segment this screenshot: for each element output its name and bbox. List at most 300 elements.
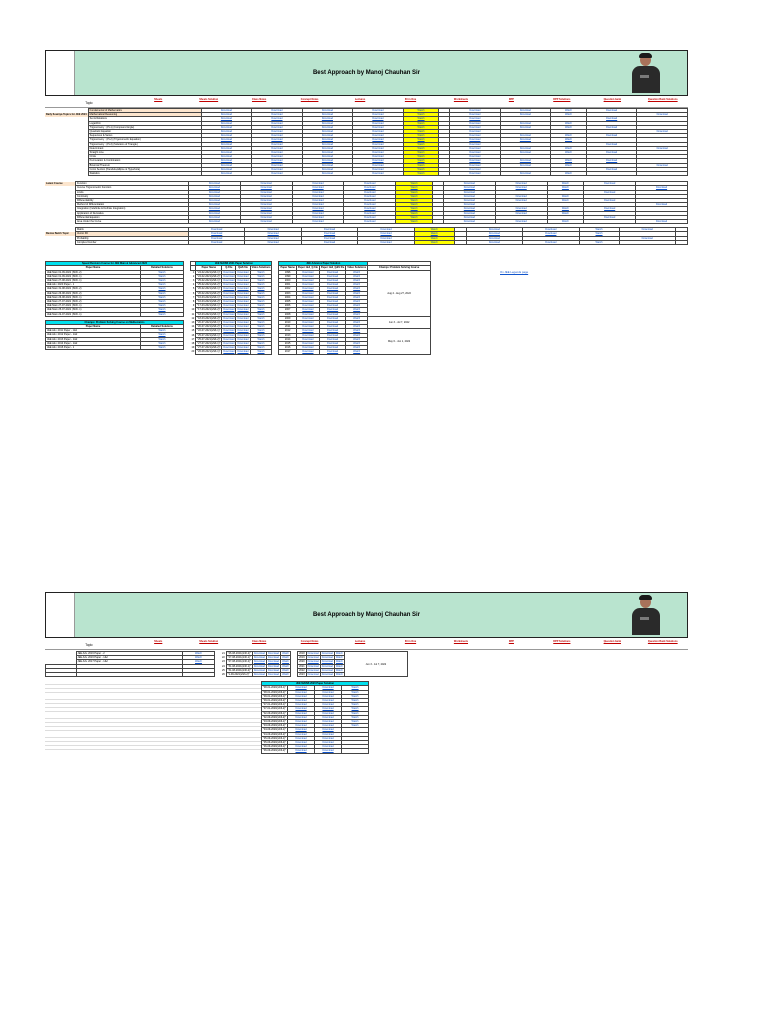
- resource-cell[interactable]: Watch: [403, 151, 439, 155]
- column-header[interactable]: Sheets: [154, 98, 163, 101]
- resource-cell[interactable]: Download: [495, 186, 547, 190]
- resource-cell[interactable]: Download: [344, 186, 396, 190]
- file-link[interactable]: Watch: [250, 295, 272, 299]
- resource-cell[interactable]: Download: [201, 142, 252, 146]
- file-link[interactable]: Watch: [346, 308, 368, 312]
- resource-cell[interactable]: Download: [302, 172, 353, 176]
- file-link[interactable]: Download: [296, 270, 319, 274]
- resource-cell[interactable]: Download: [443, 190, 495, 194]
- column-header[interactable]: DPP: [508, 98, 514, 101]
- resource-cell[interactable]: Download: [586, 125, 637, 129]
- column-header[interactable]: Concept Notes: [300, 98, 319, 101]
- resource-cell[interactable]: Download: [344, 194, 396, 198]
- resource-cell[interactable]: Download: [344, 182, 396, 186]
- resource-cell[interactable]: Download: [353, 172, 404, 176]
- resource-cell[interactable]: Download: [636, 186, 688, 190]
- file-link[interactable]: Watch: [250, 283, 272, 287]
- file-link[interactable]: Download: [315, 728, 342, 732]
- jee-legends-link[interactable]: On JEE Legends page: [500, 270, 529, 274]
- resource-cell[interactable]: Download: [443, 207, 495, 211]
- resource-cell[interactable]: Watch: [579, 240, 619, 244]
- column-header[interactable]: Question bank: [603, 98, 621, 101]
- file-link[interactable]: Download: [223, 341, 235, 345]
- file-link[interactable]: Watch: [346, 333, 368, 337]
- resource-cell[interactable]: Download: [189, 240, 245, 244]
- resource-cell[interactable]: Download: [292, 220, 344, 224]
- resource-cell[interactable]: Watch: [403, 117, 439, 121]
- column-header[interactable]: Class Notes: [251, 98, 267, 101]
- resource-cell[interactable]: Download: [292, 211, 344, 215]
- file-link[interactable]: Download: [319, 291, 345, 295]
- resource-cell[interactable]: Download: [353, 138, 404, 142]
- resource-cell[interactable]: Download: [443, 186, 495, 190]
- resource-cell[interactable]: Download: [450, 109, 501, 113]
- resource-cell[interactable]: Download: [637, 163, 688, 167]
- file-link[interactable]: Watch: [250, 312, 272, 316]
- file-link[interactable]: Download: [237, 295, 249, 299]
- file-link[interactable]: Watch: [250, 337, 272, 341]
- resource-cell[interactable]: Download: [201, 134, 252, 138]
- file-link[interactable]: Watch: [250, 278, 272, 282]
- file-link[interactable]: Watch: [342, 715, 369, 719]
- file-link[interactable]: Watch: [346, 337, 368, 341]
- resource-cell[interactable]: Download: [301, 236, 357, 240]
- file-link[interactable]: Download: [315, 694, 342, 698]
- file-link[interactable]: Download: [288, 749, 315, 753]
- file-link[interactable]: Download: [288, 699, 315, 703]
- file-link[interactable]: Watch: [250, 325, 272, 329]
- resource-cell[interactable]: Download: [201, 117, 252, 121]
- resource-cell[interactable]: Download: [450, 142, 501, 146]
- resource-cell[interactable]: Download: [586, 142, 637, 146]
- resource-cell[interactable]: Watch: [396, 182, 433, 186]
- watch-link[interactable]: Watch: [141, 312, 184, 316]
- file-link[interactable]: Download: [223, 316, 235, 320]
- resource-cell[interactable]: Watch: [551, 125, 587, 129]
- resource-cell[interactable]: Download: [245, 236, 301, 240]
- resource-cell[interactable]: Watch: [403, 159, 439, 163]
- resource-cell[interactable]: Download: [201, 130, 252, 134]
- file-link[interactable]: Watch: [346, 295, 368, 299]
- resource-cell[interactable]: Watch: [403, 125, 439, 129]
- file-link[interactable]: Download: [315, 732, 342, 736]
- resource-cell[interactable]: Download: [189, 220, 241, 224]
- resource-cell[interactable]: Download: [302, 167, 353, 171]
- watch-link[interactable]: Watch: [141, 329, 184, 333]
- resource-cell[interactable]: Download: [252, 109, 303, 113]
- file-link[interactable]: Download: [237, 320, 249, 324]
- file-link[interactable]: Download: [319, 320, 345, 324]
- resource-cell[interactable]: Download: [189, 186, 241, 190]
- resource-cell[interactable]: Download: [353, 117, 404, 121]
- file-link[interactable]: Watch: [346, 325, 368, 329]
- resource-cell[interactable]: Download: [201, 172, 252, 176]
- file-link[interactable]: Download: [237, 350, 249, 354]
- file-link[interactable]: Download: [315, 711, 342, 715]
- resource-cell[interactable]: Download: [495, 194, 547, 198]
- column-header[interactable]: Sheets: [154, 640, 163, 643]
- resource-cell[interactable]: Watch: [547, 186, 584, 190]
- resource-cell[interactable]: Download: [450, 113, 501, 117]
- resource-cell[interactable]: Watch: [547, 194, 584, 198]
- resource-cell[interactable]: Download: [252, 146, 303, 150]
- file-link[interactable]: Download: [267, 673, 280, 677]
- file-link[interactable]: Download: [307, 652, 319, 655]
- file-link[interactable]: Download: [296, 291, 319, 295]
- resource-cell[interactable]: Download: [292, 186, 344, 190]
- resource-cell[interactable]: Download: [358, 240, 414, 244]
- file-link[interactable]: Download: [223, 329, 235, 333]
- resource-cell[interactable]: Download: [500, 146, 551, 150]
- file-link[interactable]: Download: [288, 707, 315, 711]
- resource-cell[interactable]: Download: [353, 163, 404, 167]
- file-link[interactable]: Download: [315, 707, 342, 711]
- resource-cell[interactable]: Download: [353, 109, 404, 113]
- resource-cell[interactable]: Download: [201, 113, 252, 117]
- resource-cell[interactable]: Watch: [403, 121, 439, 125]
- resource-cell[interactable]: Watch: [403, 146, 439, 150]
- file-link[interactable]: Download: [237, 341, 249, 345]
- file-link[interactable]: Download: [315, 749, 342, 753]
- column-header[interactable]: DPP Solutions: [553, 640, 571, 643]
- file-link[interactable]: Download: [319, 333, 345, 337]
- file-link[interactable]: Download: [223, 308, 235, 312]
- resource-cell[interactable]: Watch: [403, 130, 439, 134]
- resource-cell[interactable]: Download: [443, 182, 495, 186]
- file-link[interactable]: Download: [319, 341, 345, 345]
- file-link[interactable]: Watch: [250, 316, 272, 320]
- resource-cell[interactable]: Download: [586, 134, 637, 138]
- file-link[interactable]: Download: [223, 287, 235, 291]
- resource-cell[interactable]: Download: [301, 228, 357, 232]
- file-link[interactable]: Download: [307, 656, 319, 660]
- file-link[interactable]: Download: [315, 745, 342, 749]
- resource-cell[interactable]: Download: [619, 236, 675, 240]
- file-link[interactable]: Download: [223, 320, 235, 324]
- file-link[interactable]: Watch: [250, 304, 272, 308]
- resource-cell[interactable]: Download: [450, 151, 501, 155]
- resource-cell[interactable]: Watch: [403, 109, 439, 113]
- resource-cell[interactable]: Download: [302, 121, 353, 125]
- resource-cell[interactable]: Download: [292, 207, 344, 211]
- resource-cell[interactable]: Download: [500, 138, 551, 142]
- resource-cell[interactable]: Download: [201, 146, 252, 150]
- resource-cell[interactable]: Download: [450, 130, 501, 134]
- column-header[interactable]: Concept Notes: [300, 640, 319, 643]
- file-link[interactable]: Watch: [346, 346, 368, 350]
- resource-cell[interactable]: Download: [523, 232, 579, 236]
- file-link[interactable]: Download: [253, 656, 265, 660]
- column-header[interactable]: 60 in One: [404, 98, 417, 101]
- resource-cell[interactable]: Watch: [551, 172, 587, 176]
- resource-cell[interactable]: Download: [495, 220, 547, 224]
- file-link[interactable]: Download: [296, 320, 319, 324]
- resource-cell[interactable]: Download: [189, 215, 241, 219]
- resource-cell[interactable]: Download: [500, 163, 551, 167]
- resource-cell[interactable]: Download: [450, 121, 501, 125]
- watch-link[interactable]: Watch: [182, 660, 214, 664]
- resource-cell[interactable]: Download: [353, 167, 404, 171]
- file-link[interactable]: Download: [223, 274, 235, 278]
- file-link[interactable]: Download: [319, 270, 345, 274]
- resource-cell[interactable]: Download: [201, 163, 252, 167]
- file-link[interactable]: Download: [288, 724, 315, 728]
- column-header[interactable]: Worksheets: [453, 640, 469, 643]
- resource-cell[interactable]: Download: [636, 203, 688, 207]
- resource-cell[interactable]: Download: [302, 117, 353, 121]
- file-link[interactable]: Watch: [250, 299, 272, 303]
- column-header[interactable]: Question Bank Solutions: [647, 98, 678, 101]
- file-link[interactable]: Download: [237, 283, 249, 287]
- file-link[interactable]: Watch: [282, 652, 290, 655]
- resource-cell[interactable]: Download: [358, 228, 414, 232]
- resource-cell[interactable]: Watch: [414, 232, 454, 236]
- resource-cell[interactable]: Download: [302, 142, 353, 146]
- resource-cell[interactable]: Download: [500, 109, 551, 113]
- file-link[interactable]: Download: [319, 316, 345, 320]
- resource-cell[interactable]: Watch: [579, 232, 619, 236]
- column-header[interactable]: Class Notes: [251, 640, 267, 643]
- resource-cell[interactable]: Download: [252, 117, 303, 121]
- resource-cell[interactable]: Download: [466, 240, 522, 244]
- file-link[interactable]: Watch: [346, 291, 368, 295]
- resource-cell[interactable]: Download: [344, 199, 396, 203]
- resource-cell[interactable]: Download: [252, 130, 303, 134]
- file-link[interactable]: Watch: [342, 690, 369, 694]
- file-link[interactable]: Download: [288, 703, 315, 707]
- resource-cell[interactable]: Download: [586, 159, 637, 163]
- resource-cell[interactable]: Download: [245, 232, 301, 236]
- resource-cell[interactable]: Download: [500, 134, 551, 138]
- resource-cell[interactable]: Watch: [551, 146, 587, 150]
- resource-cell[interactable]: Watch: [403, 134, 439, 138]
- file-link[interactable]: Watch: [346, 278, 368, 282]
- file-link[interactable]: Download: [288, 715, 315, 719]
- resource-cell[interactable]: Download: [450, 172, 501, 176]
- resource-cell[interactable]: Download: [584, 199, 636, 203]
- resource-cell[interactable]: Download: [240, 190, 292, 194]
- resource-cell[interactable]: Download: [353, 125, 404, 129]
- resource-cell[interactable]: Watch: [403, 142, 439, 146]
- watch-link[interactable]: Watch: [141, 304, 184, 308]
- file-link[interactable]: Download: [315, 699, 342, 703]
- resource-cell[interactable]: Download: [302, 163, 353, 167]
- file-link[interactable]: Download: [321, 660, 333, 664]
- resource-cell[interactable]: Download: [302, 138, 353, 142]
- resource-cell[interactable]: Download: [201, 159, 252, 163]
- resource-cell[interactable]: Download: [358, 236, 414, 240]
- file-link[interactable]: Download: [319, 346, 345, 350]
- resource-cell[interactable]: Watch: [551, 151, 587, 155]
- resource-cell[interactable]: Download: [500, 121, 551, 125]
- resource-cell[interactable]: Download: [353, 146, 404, 150]
- resource-cell[interactable]: Download: [189, 211, 241, 215]
- resource-cell[interactable]: Download: [353, 159, 404, 163]
- file-link[interactable]: Download: [237, 325, 249, 329]
- file-link[interactable]: Download: [296, 312, 319, 316]
- file-link[interactable]: Watch: [346, 274, 368, 278]
- resource-cell[interactable]: Watch: [551, 113, 587, 117]
- resource-cell[interactable]: Watch: [547, 199, 584, 203]
- resource-cell[interactable]: Download: [252, 125, 303, 129]
- resource-cell[interactable]: Download: [495, 182, 547, 186]
- file-link[interactable]: Watch: [346, 299, 368, 303]
- resource-cell[interactable]: Download: [353, 134, 404, 138]
- file-link[interactable]: Download: [315, 736, 342, 740]
- resource-cell[interactable]: Download: [495, 211, 547, 215]
- resource-cell[interactable]: Download: [443, 199, 495, 203]
- file-link[interactable]: Download: [296, 333, 319, 337]
- resource-cell[interactable]: Download: [189, 207, 241, 211]
- column-header[interactable]: Lectures: [354, 98, 366, 101]
- resource-cell[interactable]: Watch: [403, 155, 439, 159]
- resource-cell[interactable]: Download: [353, 142, 404, 146]
- column-header[interactable]: Sheets Solution: [199, 640, 219, 643]
- file-link[interactable]: Download: [319, 350, 345, 354]
- file-link[interactable]: Watch: [282, 664, 290, 668]
- file-link[interactable]: Download: [288, 745, 315, 749]
- resource-cell[interactable]: Download: [240, 211, 292, 215]
- file-link[interactable]: Download: [223, 295, 235, 299]
- file-link[interactable]: Download: [315, 715, 342, 719]
- file-link[interactable]: Watch: [250, 341, 272, 345]
- column-header[interactable]: 60 in One: [404, 640, 417, 643]
- resource-cell[interactable]: Download: [344, 211, 396, 215]
- resource-cell[interactable]: Download: [344, 203, 396, 207]
- resource-cell[interactable]: Download: [252, 121, 303, 125]
- watch-link[interactable]: Watch: [141, 299, 184, 303]
- resource-cell[interactable]: Download: [443, 215, 495, 219]
- resource-cell[interactable]: Watch: [551, 109, 587, 113]
- file-link[interactable]: Watch: [342, 724, 369, 728]
- resource-cell[interactable]: Download: [189, 199, 241, 203]
- file-link[interactable]: Watch: [346, 283, 368, 287]
- file-link[interactable]: Watch: [346, 350, 368, 354]
- column-header[interactable]: Worksheets: [453, 98, 469, 101]
- column-header[interactable]: DPP: [508, 640, 514, 643]
- file-link[interactable]: Download: [237, 304, 249, 308]
- file-link[interactable]: Watch: [335, 656, 343, 660]
- file-link[interactable]: Download: [319, 308, 345, 312]
- resource-cell[interactable]: Watch: [396, 207, 433, 211]
- resource-cell[interactable]: Download: [344, 215, 396, 219]
- file-link[interactable]: Watch: [250, 350, 272, 354]
- watch-link[interactable]: Watch: [141, 345, 184, 349]
- file-link[interactable]: Watch: [342, 686, 369, 690]
- file-link[interactable]: Download: [288, 694, 315, 698]
- file-link[interactable]: Download: [237, 270, 249, 274]
- file-link[interactable]: Download: [237, 278, 249, 282]
- resource-cell[interactable]: Download: [450, 146, 501, 150]
- resource-cell[interactable]: Download: [450, 134, 501, 138]
- resource-cell[interactable]: Download: [500, 172, 551, 176]
- file-link[interactable]: Download: [319, 278, 345, 282]
- file-link[interactable]: Watch: [250, 308, 272, 312]
- file-link[interactable]: Download: [307, 664, 319, 668]
- resource-cell[interactable]: Download: [584, 190, 636, 194]
- file-link[interactable]: Download: [267, 652, 280, 655]
- resource-cell[interactable]: Watch: [403, 113, 439, 117]
- resource-cell[interactable]: Download: [245, 228, 301, 232]
- file-link[interactable]: Watch: [250, 270, 272, 274]
- file-link[interactable]: Download: [253, 652, 265, 655]
- resource-cell[interactable]: Download: [240, 186, 292, 190]
- file-link[interactable]: Watch: [282, 673, 290, 677]
- watch-link[interactable]: Watch: [141, 274, 184, 278]
- resource-cell[interactable]: Watch: [403, 172, 439, 176]
- resource-cell[interactable]: Download: [240, 215, 292, 219]
- resource-cell[interactable]: Watch: [396, 211, 433, 215]
- file-link[interactable]: Download: [223, 283, 235, 287]
- resource-cell[interactable]: Download: [450, 125, 501, 129]
- resource-cell[interactable]: Download: [302, 146, 353, 150]
- resource-cell[interactable]: Download: [466, 228, 522, 232]
- file-link[interactable]: Download: [288, 728, 315, 732]
- resource-cell[interactable]: Download: [302, 155, 353, 159]
- resource-cell[interactable]: Download: [450, 138, 501, 142]
- resource-cell[interactable]: Download: [240, 203, 292, 207]
- resource-cell[interactable]: Download: [240, 182, 292, 186]
- file-link[interactable]: Download: [223, 278, 235, 282]
- file-link[interactable]: Watch: [346, 304, 368, 308]
- resource-cell[interactable]: Download: [584, 215, 636, 219]
- resource-cell[interactable]: Download: [301, 240, 357, 244]
- resource-cell[interactable]: Download: [619, 228, 675, 232]
- watch-link[interactable]: Watch: [141, 287, 184, 291]
- file-link[interactable]: Watch: [346, 316, 368, 320]
- file-link[interactable]: Watch: [282, 656, 290, 660]
- resource-cell[interactable]: Download: [344, 207, 396, 211]
- resource-cell[interactable]: Download: [252, 167, 303, 171]
- file-link[interactable]: Watch: [346, 320, 368, 324]
- resource-cell[interactable]: Watch: [547, 211, 584, 215]
- resource-cell[interactable]: Download: [586, 151, 637, 155]
- resource-cell[interactable]: Watch: [403, 167, 439, 171]
- resource-cell[interactable]: Download: [189, 194, 241, 198]
- file-link[interactable]: Watch: [335, 664, 343, 668]
- file-link[interactable]: Download: [237, 346, 249, 350]
- resource-cell[interactable]: Download: [201, 167, 252, 171]
- column-header[interactable]: Lectures: [354, 640, 366, 643]
- file-link[interactable]: Download: [267, 664, 280, 668]
- file-link[interactable]: Download: [223, 304, 235, 308]
- file-link[interactable]: Watch: [250, 291, 272, 295]
- resource-cell[interactable]: Watch: [551, 159, 587, 163]
- file-link[interactable]: Download: [321, 668, 333, 672]
- watch-link[interactable]: Watch: [141, 337, 184, 341]
- resource-cell[interactable]: Download: [245, 240, 301, 244]
- resource-cell[interactable]: Download: [252, 142, 303, 146]
- file-link[interactable]: Download: [237, 287, 249, 291]
- file-link[interactable]: Download: [319, 325, 345, 329]
- file-link[interactable]: Download: [315, 741, 342, 745]
- file-link[interactable]: Watch: [342, 703, 369, 707]
- watch-link[interactable]: Watch: [141, 291, 184, 295]
- resource-cell[interactable]: Watch: [414, 240, 454, 244]
- file-link[interactable]: Watch: [342, 707, 369, 711]
- resource-cell[interactable]: Download: [450, 167, 501, 171]
- file-link[interactable]: Download: [237, 274, 249, 278]
- file-link[interactable]: Download: [321, 673, 333, 677]
- file-link[interactable]: Download: [237, 329, 249, 333]
- resource-cell[interactable]: Download: [443, 211, 495, 215]
- resource-cell[interactable]: Download: [252, 151, 303, 155]
- watch-link[interactable]: Watch: [141, 308, 184, 312]
- file-link[interactable]: Download: [315, 720, 342, 724]
- file-link[interactable]: Watch: [346, 329, 368, 333]
- resource-cell[interactable]: Download: [344, 190, 396, 194]
- file-link[interactable]: Download: [296, 337, 319, 341]
